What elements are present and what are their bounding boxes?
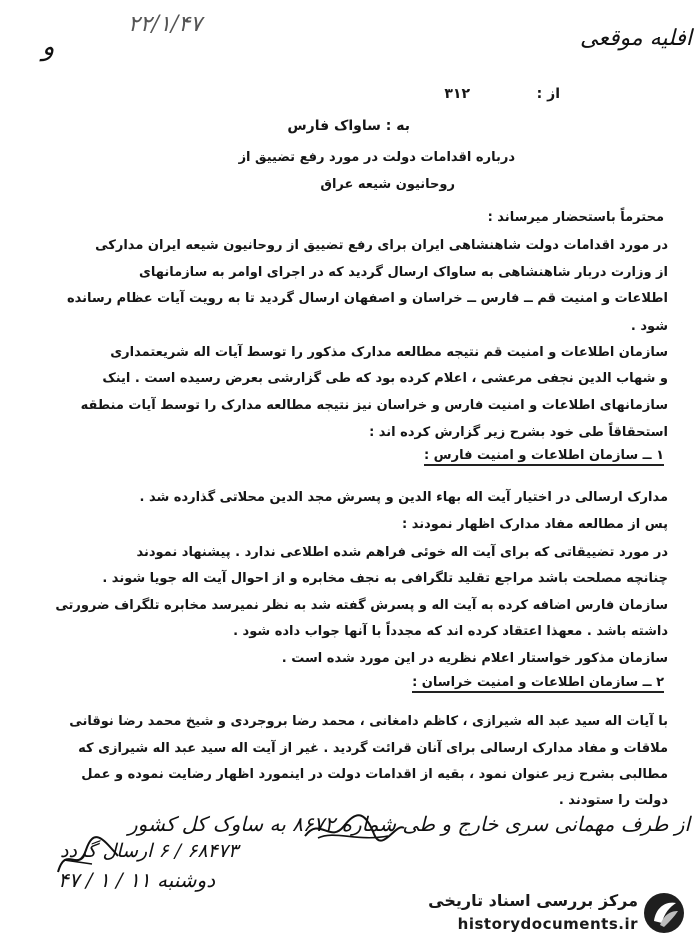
watermark-persian-text: مرکز بررسی اسناد تاریخی bbox=[428, 891, 638, 910]
handwritten-date-signature: دوشنبه ۱۱ / ۱ / ۴۷ bbox=[58, 868, 216, 892]
subject-line-1: درباره اقدامات دولت در مورد رفع تضییق از bbox=[238, 150, 515, 165]
recipient-line bbox=[287, 118, 410, 134]
section-1-heading: ۱ ــ سازمان اطلاعات و امنیت فارس : bbox=[424, 448, 664, 466]
section-1-line-5: سازمان فارس اضافه کرده به آیت اله و پسرش گفته شد به نظر نمیرسد مخابره تلگراف ضرورتی bbox=[55, 598, 668, 613]
section-2-line-2: ملاقات و مفاد مدارک ارسالی برای آنان قرائت گردید . غیر از آیت اله سید عبد اله شیرازی که bbox=[78, 741, 668, 756]
section-1-line-6: داشته باشد . معهذا اعتقاد کرده اند که مجدداً با آنها جواب داده شود . bbox=[233, 624, 668, 639]
section-2-line-4: دولت را ستودند . bbox=[558, 793, 668, 808]
recipient-value: ساواک فارس bbox=[287, 118, 381, 134]
paragraph-1-line-3: اطلاعات و امنیت قم ــ فارس ــ خراسان و اصفهان ارسال گردید تا به رویت آیات عظام رسانده bbox=[66, 291, 668, 306]
section-2-line-1: با آیات اله سید عبد اله شیرازی ، کاظم دامغانی ، محمد رضا بروجردی و شیخ محمد رضا نوقانی bbox=[69, 714, 668, 729]
signature-scribble bbox=[300, 808, 410, 848]
paragraph-1-line-2: از وزارت دربار شاهنشاهی به ساواک ارسال گردید که در اجرای اوامر به سازمانهای bbox=[139, 265, 668, 280]
paragraph-2-line-4: استحقاقاً طی خود بشرح زیر گزارش کرده اند : bbox=[369, 425, 668, 440]
handwritten-reference-note: ۶۸۴۷۳ / ۶ ارسال گردد bbox=[60, 840, 239, 862]
initials-scribble bbox=[52, 834, 124, 880]
paragraph-2-line-2: و شهاب الدین نجفی مرعشی ، اعلام کرده بود که طی گزارشی بعرض رسیده است . اینک bbox=[102, 371, 668, 386]
watermark bbox=[400, 889, 690, 941]
section-1-line-4: چنانچه مصلحت باشد مراجع تقلید تلگرافی به نجف مخابره و از احوال آیت اله جویا شوند . bbox=[102, 571, 668, 586]
section-1-line-1: مدارک ارسالی در اختیار آیت اله بهاء الدین و پسرش مجد الدین محلاتی گذارده شد . bbox=[139, 490, 668, 505]
subject-line-2: روحانیون شیعه عراق bbox=[320, 177, 455, 192]
from-number: ۳۱۲ bbox=[444, 86, 470, 102]
recipient-label: به : bbox=[380, 118, 410, 134]
section-1-line-7: سازمان مذکور خواستار اعلام نظریه در این مورد شده است . bbox=[281, 651, 668, 666]
handwritten-classification-note: افلیه موقعی bbox=[580, 26, 692, 51]
section-1-line-2: پس از مطالعه مفاد مدارک اظهار نمودند : bbox=[402, 517, 668, 532]
paragraph-2-line-3: سازمانهای اطلاعات و امنیت فارس و خراسان نیز نتیجه مطالعه مدارک را توسط آیات منطقه bbox=[80, 398, 668, 413]
section-1-line-3: در مورد تضییقاتی که برای آیت اله خوئی فراهم شده اطلاعی ندارد . پیشنهاد نمودند bbox=[136, 545, 668, 560]
section-2-heading: ۲ ــ سازمان اطلاعات و امنیت خراسان : bbox=[412, 675, 664, 693]
from-label: از : bbox=[536, 86, 560, 102]
handwritten-dispatch-note: از طرف مهمانی سری خارج و طی شماره ۸۶۷۲ به ساوک کل کشور bbox=[128, 812, 690, 836]
archive-logo-icon bbox=[642, 891, 686, 935]
paragraph-1-line-4: شود . bbox=[630, 319, 668, 334]
handwritten-date-note: ۲۲/۱/۴۷ bbox=[128, 12, 202, 37]
salutation: محترماً باستحضار میرساند : bbox=[487, 210, 664, 225]
section-2-line-3: مطالبی بشرح زیر عنوان نمود ، بقیه از اقدامات دولت در اینمورد اظهار رضایت نموده و عمل bbox=[81, 767, 668, 782]
watermark-url-text: historydocuments.ir bbox=[457, 915, 638, 933]
handwritten-mark: ﻭ bbox=[42, 32, 55, 62]
paragraph-2-line-1: سازمان اطلاعات و امنیت قم نتیجه مطالعه مدارک مذکور را توسط آیات اله شریعتمداری bbox=[110, 345, 668, 360]
paragraph-1-line-1: در مورد اقدامات دولت شاهنشاهی ایران برای رفع تضییق از روحانیون شیعه ایران مدارکی bbox=[95, 238, 668, 253]
